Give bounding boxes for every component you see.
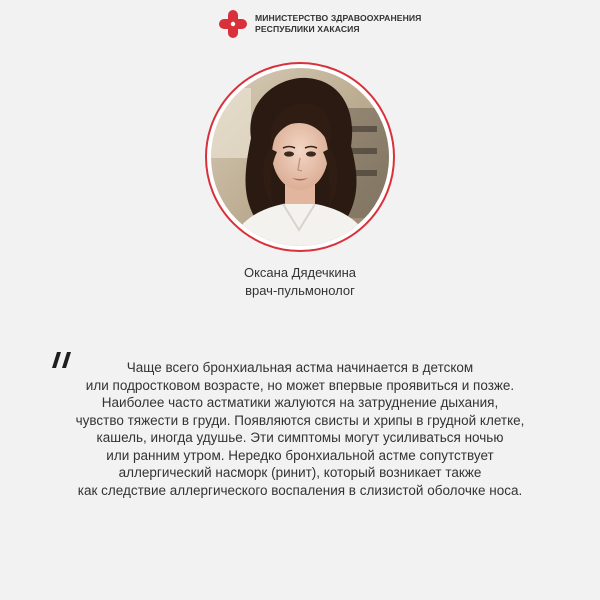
quote-line: как следствие аллергического воспаления в слизистой оболочке носа. xyxy=(77,482,523,498)
quote-line: или ранним утром. Нередко бронхиальной астме сопутствует xyxy=(106,447,494,463)
person-role: врач-пульмонолог xyxy=(245,283,355,298)
quote-text xyxy=(60,359,540,499)
doctor-portrait-photo xyxy=(211,68,389,246)
ministry-name xyxy=(255,13,421,35)
ministry-name-line-2: РЕСПУБЛИКИ ХАКАСИЯ xyxy=(255,24,360,34)
portrait-frame xyxy=(205,62,395,252)
quote-line: или подростковом возрасте, но может впервые проявиться и позже. xyxy=(85,377,515,393)
person-name: Оксана Дядечкина xyxy=(243,265,357,280)
quote-line: Наиболее часто астматики жалуются на затруднение дыхания, xyxy=(101,395,499,410)
ministry-name-line-1: МИНИСТЕРСТВО ЗДРАВООХРАНЕНИЯ xyxy=(255,13,422,23)
quote-line: чувство тяжести в груди. Появляются свисты и хрипы в грудной клетке, xyxy=(75,412,525,428)
quote-line: Чаще всего бронхиальная астма начинается в детском xyxy=(126,360,474,375)
red-cross-icon xyxy=(218,9,248,39)
quote-line: кашель, иногда удушье. Эти симптомы могут усиливаться ночью xyxy=(96,430,504,445)
quote-line: аллергический насморк (ринит), который возникает также xyxy=(118,465,482,480)
ministry-logo xyxy=(218,9,421,39)
